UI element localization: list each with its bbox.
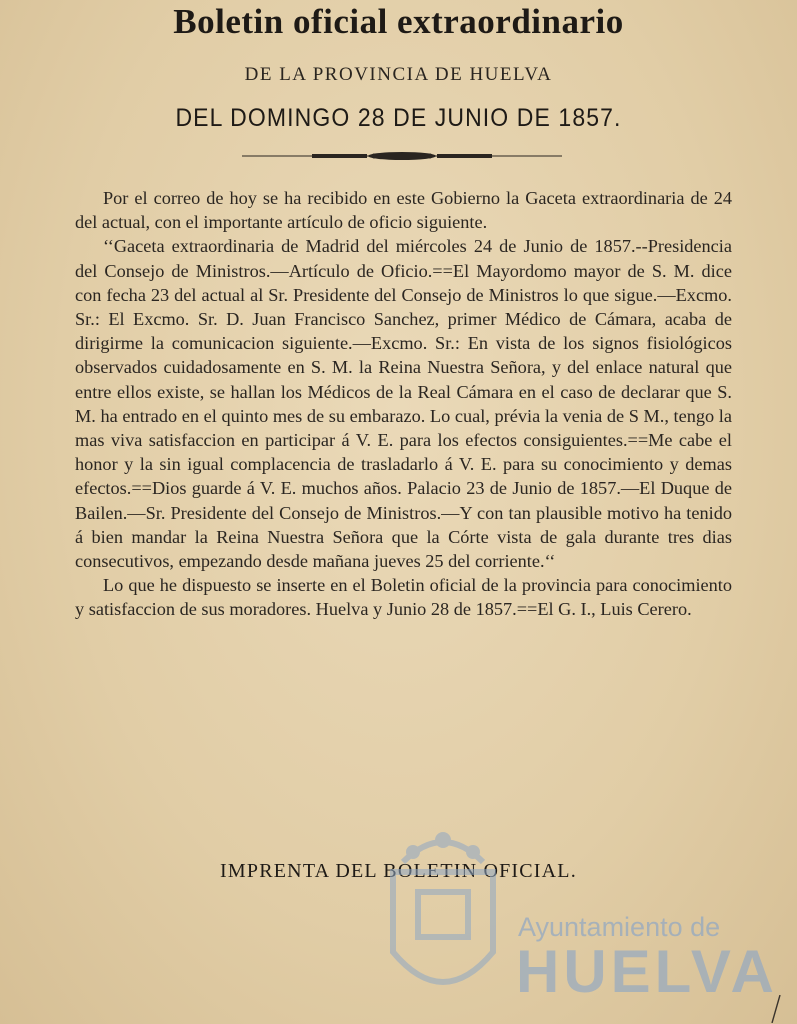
paragraph: Por el correo de hoy se ha recibido en este Gobierno la Gaceta extraordinaria de 24 del actual, con el importante artículo de oficio siguiente. bbox=[75, 188, 732, 233]
watermark-text-line2: HUELVA bbox=[516, 938, 778, 1005]
paragraph: Lo que he dispuesto se inserte en el Boletin oficial de la provincia para conocimiento y satisfaccion de sus moradores. Huelva y Junio 28 de 1857.==El G. I., Luis Cerero. bbox=[75, 575, 732, 620]
paragraph: ‘‘Gaceta extraordinaria de Madrid del miércoles 24 de Junio de 1857.--Presidencia del Consejo de Ministros.—Artículo de Oficio.==El Mayordomo mayor de S. M. dice con fecha 23 del actual al Sr. Presidente del Consejo de Ministros lo que sigue.—Excmo. Sr.: El Excmo. Sr. D. Juan Francisco Sanchez, primer Médico de Cámara, acaba de dirigirme la comunicacion siguiente.—Excmo. Sr.: En vista de los signos fisiológicos observados cuidadosamente en S. M. la Reina Nuestra Señora, y del enlace natural que entre ellos existe, se hallan los Médicos de la Real Cámara en el caso de declarar que S. M. ha entrado en el quinto mes de su embarazo. Lo cual, prévia la venia de S M., tengo la mas viva satisfaccion en participar á V. E. para los efectos consiguientes.==Me cabe el honor y la sin igual complacencia de trasladarlo á V. E. para su conocimiento y demas efectos.==Dios guarde á V. E. muchos años. Palacio 23 de Junio de 1857.—El Duque de Bailen.—Sr. Presidente del Consejo de Ministros.—Y con tan plausible motivo ha tenido á bien mandar la Reina Nuestra Señora que la Córte vista de gala durante tres dias consecutivos, empezando desde mañana jueves 25 del corriente.‘‘ bbox=[75, 236, 732, 572]
printer-imprint: IMPRENTA DEL BOLETIN OFICIAL. bbox=[220, 860, 577, 882]
page-title: Boletin oficial extraordinario bbox=[173, 2, 624, 41]
document-body bbox=[75, 186, 732, 622]
watermark-text-line1: Ayuntamiento de bbox=[518, 912, 721, 942]
paper-edge-mark bbox=[770, 995, 782, 1023]
dateline: DEL DOMINGO 28 DE JUNIO DE 1857. bbox=[175, 104, 622, 132]
ornament-divider bbox=[242, 148, 562, 164]
coat-of-arms-watermark-icon bbox=[383, 822, 503, 1012]
page-subtitle: DE LA PROVINCIA DE HUELVA bbox=[244, 64, 553, 85]
